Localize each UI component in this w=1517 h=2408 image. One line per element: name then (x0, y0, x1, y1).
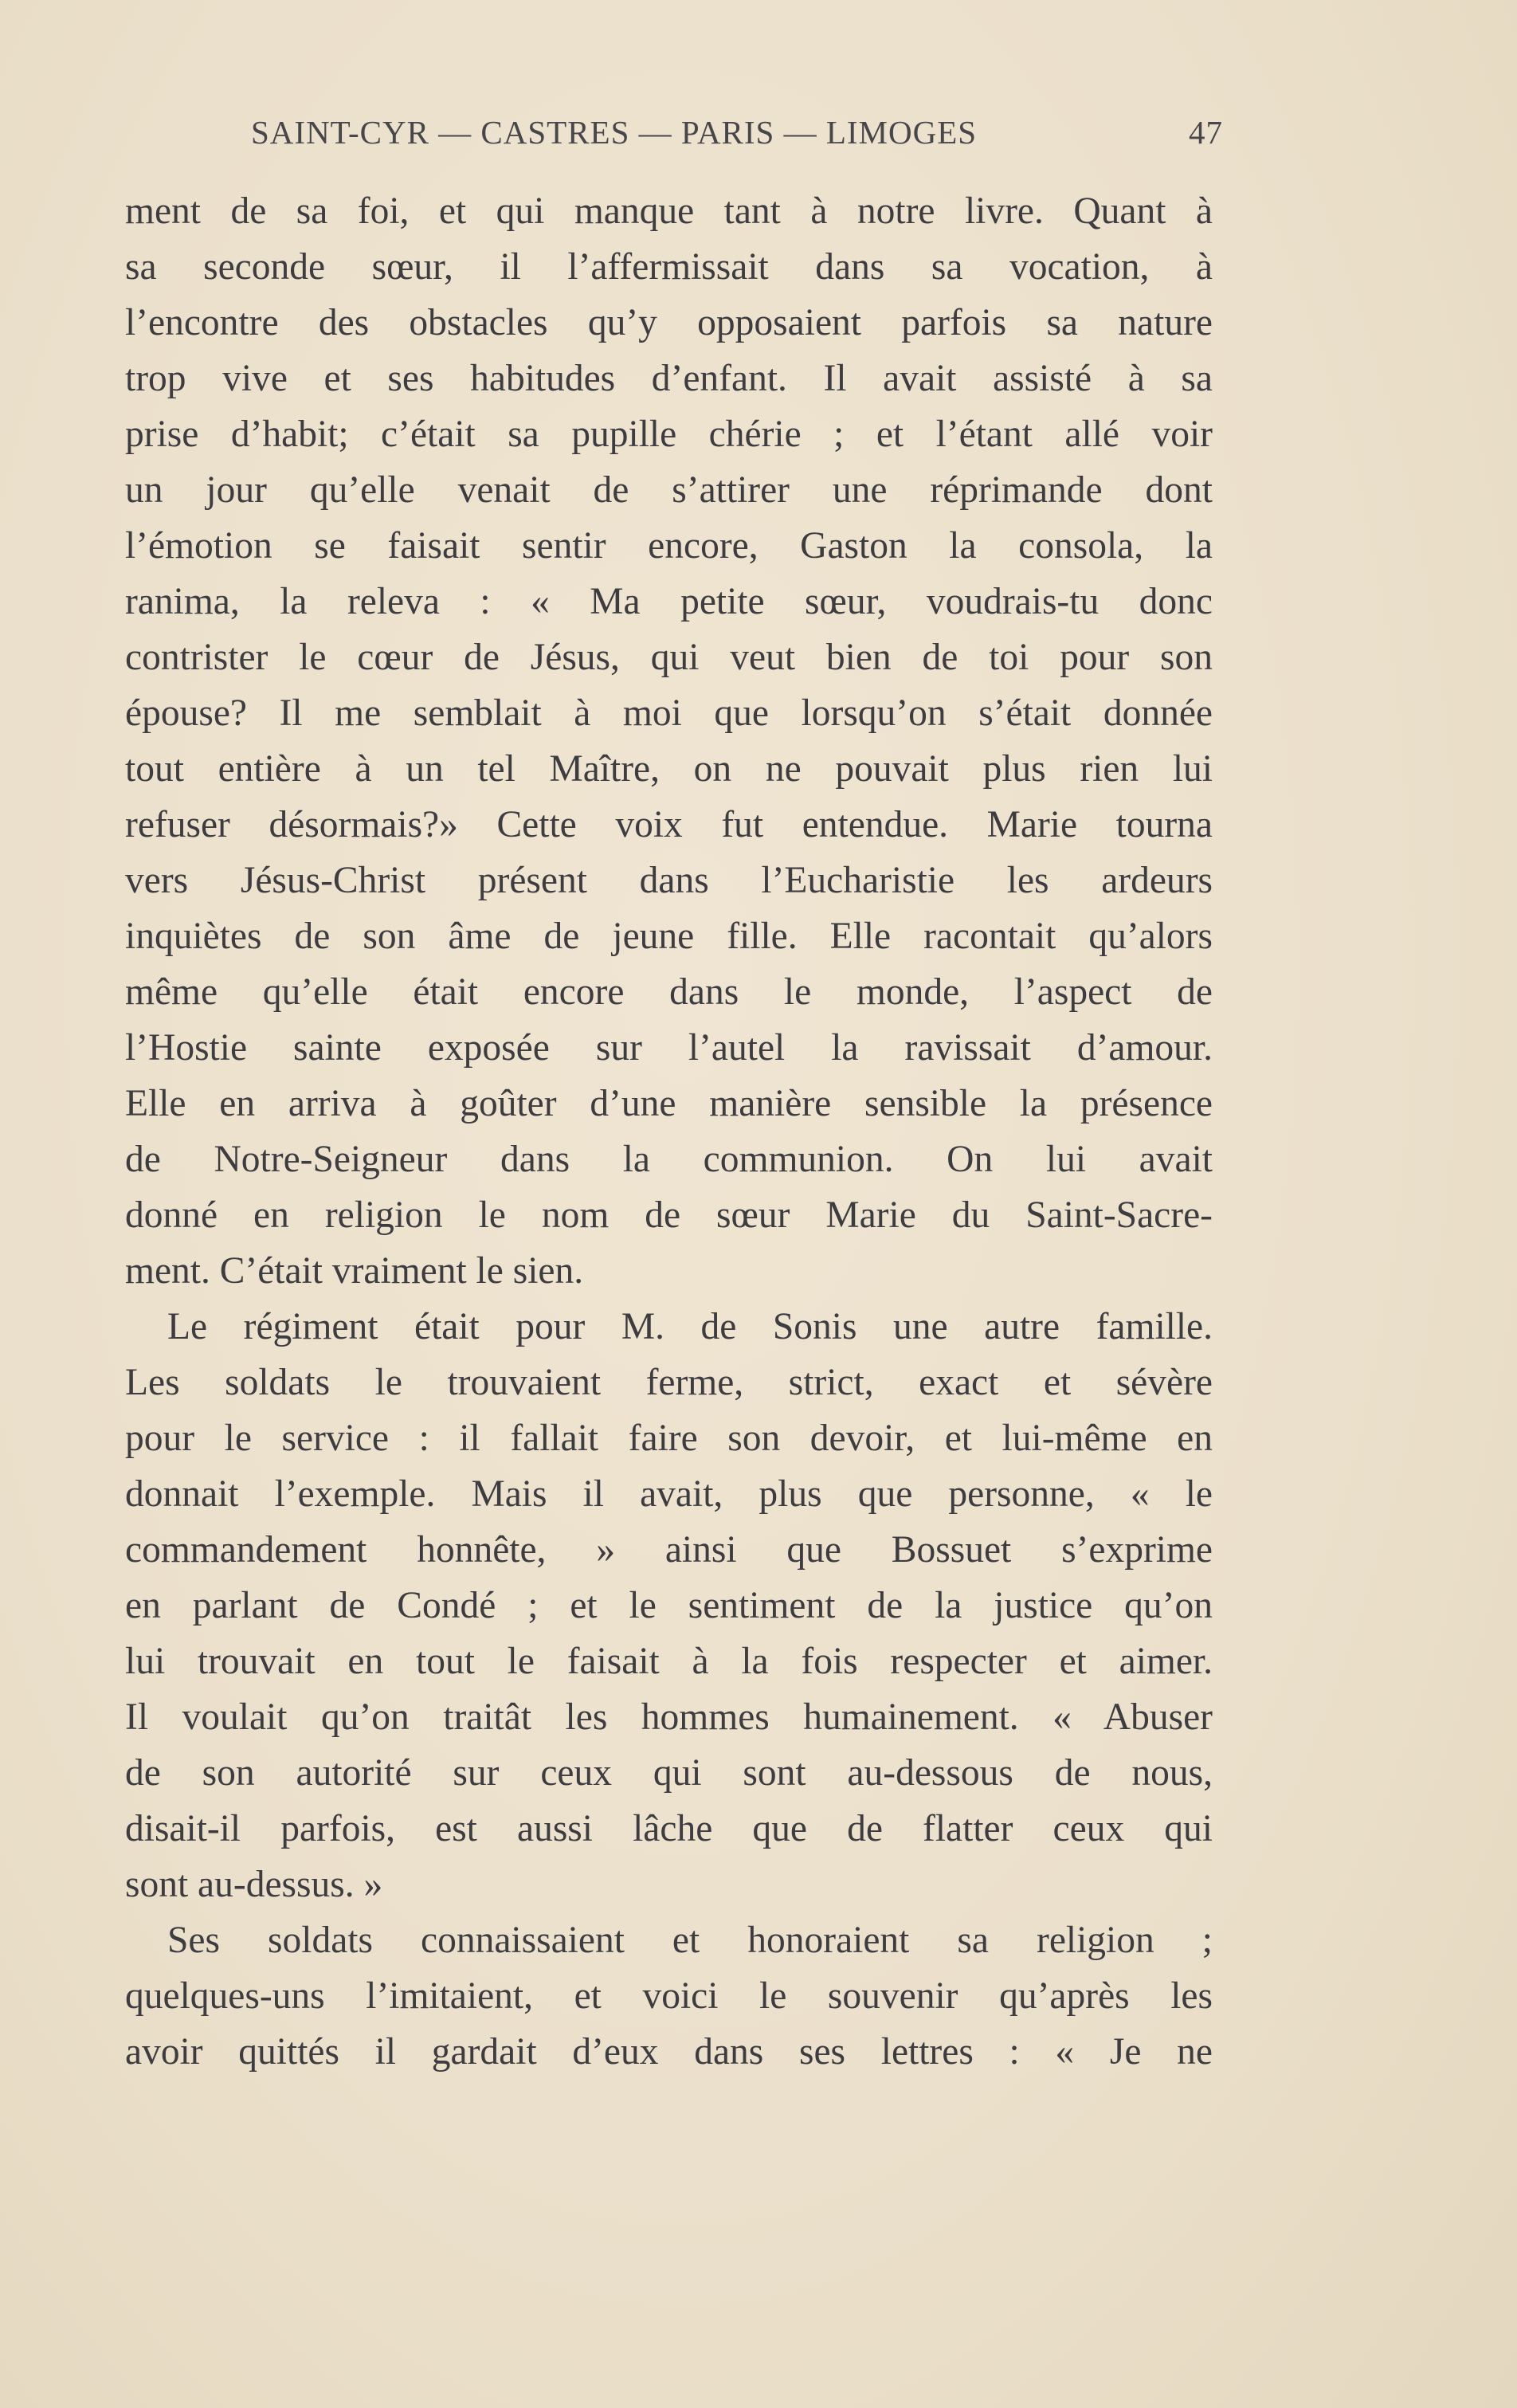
text-line: Les soldats le trouvaient ferme, strict, exact et sévère (125, 1362, 1213, 1403)
paragraph (125, 1912, 1213, 2080)
text-line: même qu’elle était encore dans le monde, l’aspect de (125, 971, 1213, 1013)
text-line: trop vive et ses habitudes d’enfant. Il avait assisté à sa (125, 358, 1213, 399)
text-line: en parlant de Condé ; et le sentiment de la justice qu’on (125, 1585, 1213, 1626)
page-header (251, 113, 1223, 161)
text-line: inquiètes de son âme de jeune fille. Elle racontait qu’alors (125, 916, 1213, 957)
text-line: lui trouvait en tout le faisait à la fois respecter et aimer. (125, 1641, 1213, 1682)
text-line: disait-il parfois, est aussi lâche que de flatter ceux qui (125, 1808, 1213, 1849)
text-line: l’encontre des obstacles qu’y opposaient parfois sa nature (125, 302, 1213, 343)
text-line: ment de sa foi, et qui manque tant à notre livre. Quant à (125, 190, 1213, 232)
text-line: de Notre-Seigneur dans la communion. On lui avait (125, 1139, 1213, 1180)
text-line: épouse? Il me semblait à moi que lorsqu’on s’était donnée (125, 692, 1213, 734)
text-line: sa seconde sœur, il l’affermissait dans sa vocation, à (125, 246, 1213, 288)
text-line: quelques-uns l’imitaient, et voici le souvenir qu’après les (125, 1975, 1213, 2017)
text-line: prise d’habit; c’était sa pupille chérie ; et l’étant allé voir (125, 414, 1213, 455)
text-line: ment. C’était vraiment le sien. (125, 1250, 584, 1292)
text-line: l’émotion se faisait sentir encore, Gaston la consola, la (125, 525, 1213, 567)
text-line: ranima, la releva : « Ma petite sœur, voudrais-tu donc (125, 581, 1213, 622)
text-line: donné en religion le nom de sœur Marie du Saint-Sacre- (125, 1194, 1213, 1236)
body-text (125, 183, 1213, 2080)
text-line: sont au-dessus. » (125, 1864, 383, 1905)
text-line: un jour qu’elle venait de s’attirer une réprimande dont (125, 469, 1213, 511)
text-line: donnait l’exemple. Mais il avait, plus que personne, « le (125, 1473, 1213, 1515)
text-line: Elle en arriva à goûter d’une manière sensible la présence (125, 1083, 1213, 1124)
text-line: Le régiment était pour M. de Sonis une autre famille. (167, 1306, 1213, 1347)
paragraph (125, 1299, 1213, 1912)
text-line: vers Jésus-Christ présent dans l’Eucharistie les ardeurs (125, 860, 1213, 901)
text-line: l’Hostie sainte exposée sur l’autel la ravissait d’amour. (125, 1027, 1213, 1069)
text-line: avoir quittés il gardait d’eux dans ses lettres : « Je ne (125, 2031, 1213, 2073)
text-line: de son autorité sur ceux qui sont au-dessous de nous, (125, 1752, 1213, 1794)
text-line: contrister le cœur de Jésus, qui veut bien de toi pour son (125, 637, 1213, 678)
text-line: Il voulait qu’on traitât les hommes humainement. « Abuser (125, 1696, 1213, 1738)
text-line: refuser désormais?» Cette voix fut entendue. Marie tourna (125, 804, 1213, 845)
text-line: pour le service : il fallait faire son devoir, et lui-même en (125, 1418, 1213, 1459)
paragraph (125, 183, 1213, 1299)
text-line: tout entière à un tel Maître, on ne pouvait plus rien lui (125, 748, 1213, 790)
page-number: 47 (1189, 114, 1223, 151)
text-line: commandement honnête, » ainsi que Bossuet s’exprime (125, 1529, 1213, 1571)
running-head: SAINT-CYR — CASTRES — PARIS — LIMOGES (251, 114, 978, 151)
text-line: Ses soldats connaissaient et honoraient sa religion ; (167, 1920, 1213, 1961)
